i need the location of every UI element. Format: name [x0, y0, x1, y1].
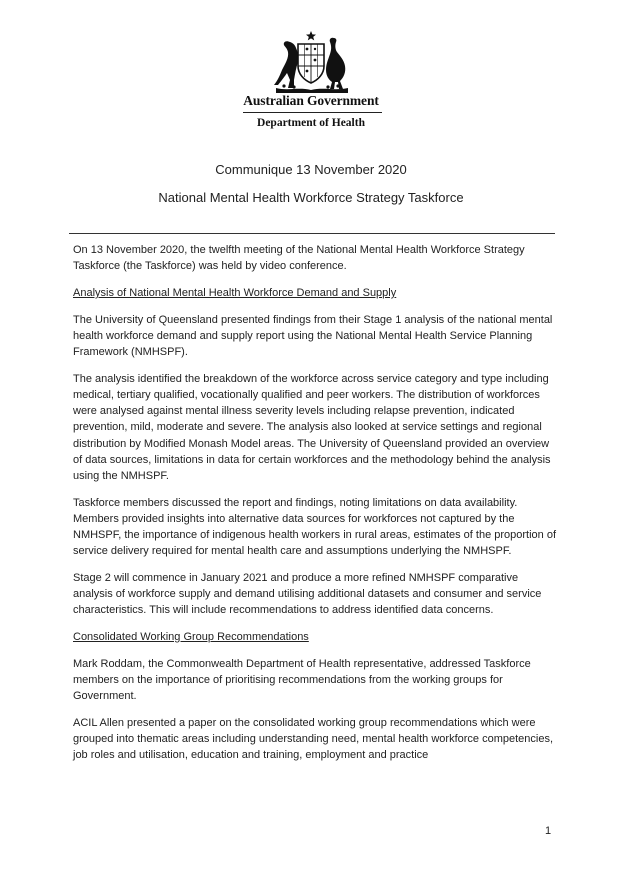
page-number: 1: [545, 825, 552, 837]
department-name: Department of Health: [257, 117, 365, 129]
coat-of-arms-logo: [268, 30, 354, 94]
paragraph-uq-findings: The University of Queensland presented findings from their Stage 1 analysis of the national mental health workforce demand and supply report using the National Mental Health Service Planning Framework (NMHSPF).: [73, 313, 553, 359]
paragraph-roddam: Mark Roddam, the Commonwealth Department of Health representative, addressed Taskforce members on the importance of prioritising recommendations from the working groups for Government.: [73, 657, 531, 703]
section-heading-recommendations: Consolidated Working Group Recommendations: [73, 631, 309, 644]
communique-title: Communique 13 November 2020: [215, 162, 407, 177]
document-body: [73, 242, 558, 774]
paragraph-stage2: Stage 2 will commence in January 2021 and produce a more refined NMHSPF comparative analysis of workforce supply and demand utilising additional datasets and consumer and service characteristics. This will include recommendations to address identified data concerns.: [73, 571, 542, 617]
header-rule: [243, 112, 382, 113]
paragraph-analysis: The analysis identified the breakdown of the workforce across service category and type including medical, tertiary qualified, vocationally qualified and peer workers. The distribution of workforces were analysed against mental illness severity levels including relapse prevention, indicated prevention, mild, moderate and severe. The analysis also looked at service settings and regional distribution by Modified Monash Model areas. The University of Queensland provided an overview of data sources, limitations in data for certain workforces and the methodology behind the analysis using the NMHSPF.: [73, 372, 551, 482]
taskforce-title: National Mental Health Workforce Strategy Taskforce: [158, 190, 464, 205]
paragraph-discussion: Taskforce members discussed the report and findings, noting limitations on data availability. Members provided insights into alternative data sources for workforces not captured by the NMHSPF, the importance of indigenous health workers in rural areas, estimates of the proportion of service delivery required for mental health care and assumptions underlying the NMHSPF.: [73, 496, 557, 558]
intro-paragraph: On 13 November 2020, the twelfth meeting of the National Mental Health Workforce Strategy Taskforce (the Taskforce) was held by video conference.: [73, 244, 525, 273]
title-divider: [69, 233, 555, 234]
government-name: Australian Government: [243, 93, 379, 108]
paragraph-acil-allen: ACIL Allen presented a paper on the consolidated working group recommendations which were grouped into thematic areas including understanding need, mental health workforce competencies, job roles and utilisation, education and training, employment and practice: [73, 716, 554, 762]
section-heading-demand-supply: Analysis of National Mental Health Workforce Demand and Supply: [73, 286, 397, 299]
